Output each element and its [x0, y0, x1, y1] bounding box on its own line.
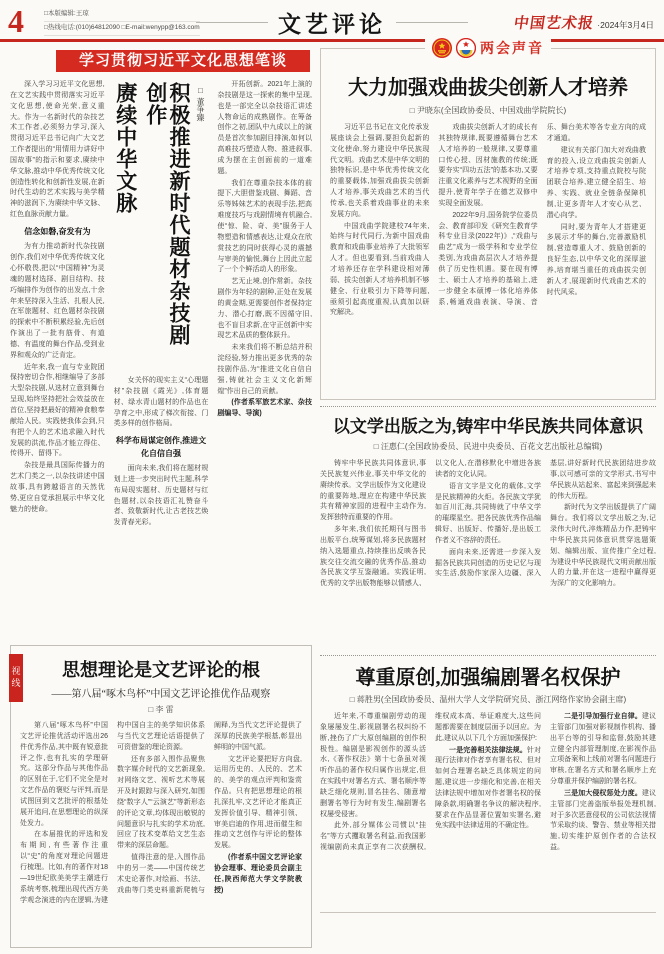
- dotted-divider: [320, 655, 656, 656]
- column-tab: 视线: [9, 654, 23, 702]
- body-paragraph: (作者系中国文艺评论家协会理事、理论委员会副主任,陕西师范大学文学院教授): [214, 854, 302, 894]
- literature-article: [320, 412, 656, 649]
- body-paragraph: 近年来,不尊重编剧劳动的现象屡屡发生,影视剧署名权纠纷不断,挫伤了广大原创编剧的创作积极性。编剧是影视创作的源头活水,《著作权法》第十七条虽对视听作品的著作权归属作出规定,但在实践中对署名方式、署名顺序等缺乏细化规则,冒名挂名、随意增删署名等行为时有发生,编剧署名权屡受侵害。: [320, 713, 426, 818]
- badge-label: 两会声音: [480, 42, 544, 57]
- body-paragraph: 戏曲拔尖创新人才的成长有其独特规律,既要遵循舞台艺术人才培养的一般规律,又要尊重口传心授、因材施教的传统;既要夯实“四功五法”的基本功,又要注重文化素养与艺术视野的全面提升,使青年学子在德艺双修中实现全面发展。: [438, 124, 538, 207]
- review-article-body: [20, 721, 302, 933]
- body-paragraph: (作者系军旅艺术家、杂技剧编导、导演): [217, 399, 312, 418]
- body-paragraph: 同时,要为青年人才搭建更多展示才华的舞台,完善激励机制,营造尊重人才、鼓励创新的良好生态,以中华文化的深厚滋养,培育堪当重任的戏曲拔尖创新人才,展现新时代戏曲艺术的时代风采。: [546, 223, 646, 296]
- cppcc-emblem-icon: [456, 38, 476, 58]
- literature-article-byline: □ 汪惠仁(全国政协委员、民进中央委员、百花文艺出版社总编辑): [373, 442, 603, 451]
- body-paragraph: 未来我们将不断总结并积淀经验,努力推出更多优秀的杂技剧作品,为“推进文化自信自强,铸就社会主义文化新辉煌”作出自己的贡献。: [217, 344, 312, 395]
- literature-article-body: [320, 459, 656, 649]
- page-header: [0, 0, 664, 42]
- masthead: [514, 12, 654, 33]
- opera-article-box: [320, 42, 656, 400]
- body-paragraph: 新时代为文学出版提供了广阔舞台。我们将以文学出版之为,记录伟大时代,淬炼精品力作,把铸牢中华民族共同体意识贯穿选题策划、编辑出版、宣传推广全过程,为建设中华民族现代文明贡献出版人的力量,并在这一进程中赢得更为深广的文化影响力。: [550, 504, 656, 588]
- body-paragraph: 还有多部入围作品聚焦数字媒介时代的文艺新现象,对网络文艺、视听艺术等展开及时跟踪与深入研究,如围绕“数字人”“云演艺”等新形态的评论文章,均体现出敏锐的问题意识与扎实的学术功底,回应了技术变革给文艺生态带来的深层命题。: [117, 755, 205, 850]
- acrobatics-article-column-2: [114, 80, 209, 640]
- literature-article-title: 以文学出版之为,铸牢中华民族共同体意识: [332, 417, 644, 436]
- right-column: [320, 42, 656, 913]
- body-paragraph: 面向未来,我们将在题材规划上进一步突出时代主题,科学布局现实题材、历史题材与红色题材,以杂技语汇礼赞奋斗者、致敬新时代,让古老技艺焕发青春光彩。: [113, 465, 209, 527]
- body-paragraph: 2022年9月,国务院学位委员会、教育部印发《研究生教育学科专业目录(2022年)》,“戏曲与曲艺”成为一级学科和专业学位类别,为戏曲高层次人才培养提供了历史性机遇。要在现有博士、硕士人才培养的基础上,进一步健全本硕博一体化培养体系,畅通戏曲表演、导演、音乐、舞台美术等各专业方向的成才通道。: [438, 124, 646, 306]
- acrobatics-article-column-3: [217, 80, 312, 640]
- acrobatics-article-column-1: [10, 80, 105, 640]
- left-column: [10, 48, 312, 640]
- body-paragraph: 多年来,我们依托期刊与图书出版平台,统筹谋划,将多民族题材纳入选题重点,持续推出反映各民族交往交流交融的优秀作品,推动各民族文学互鉴融通。实践证明,优秀的文学出版物能够以情感人、以文化人,在潜移默化中增进各族读者的文化认同。: [320, 460, 541, 588]
- body-paragraph: 值得注意的是,入围作品中的另一类——中国传统艺术史论著作,对绘画、书法、戏曲等门类史料重新爬梳与阐释,为当代文艺评论提供了深厚的民族美学根基,彰显出鲜明的中国气派。: [117, 722, 302, 894]
- decorative-line: [196, 22, 268, 23]
- body-paragraph: 第八届“啄木鸟杯”中国文艺评论推优活动评选出26件优秀作品,其中既有锐意批评之作,也有扎实的学理研究。这部分作品与其他作品的区别在于,它们不完全是对文艺作品的褒贬与评判,而是试图回到文艺批评的根基处展开追问,在思想理论的纵深处发力。: [20, 722, 108, 827]
- body-paragraph: 三是加大侵权惩处力度。建议主管部门完善盗版举报处理机制,对于多次恶意侵权的公司依法视情节采取约谈、警告、禁业等相关措施,切实维护原创作者的合法权益。: [550, 789, 656, 852]
- issue-date: ·2024年3月4日: [597, 20, 654, 30]
- vertical-headline-sub: 赓续中华文脉: [113, 82, 138, 214]
- review-article-author: □ 李 雷: [148, 705, 174, 714]
- screenwriter-article-byline: □ 蒋胜男(全国政协委员、温州大学人文学院研究员、浙江网络作家协会副主席): [349, 695, 627, 704]
- dotted-divider: [320, 406, 656, 407]
- decorative-line: [396, 22, 468, 23]
- body-paragraph: 语言文字是文化的载体,文学是民族精神的火炬。各民族文学犹如百川汇海,共同铸就了中华文学的璀璨星空。把各民族优秀作品编辑好、出版好、传播好,是出版工作者义不容辞的责任。: [435, 482, 541, 544]
- body-paragraph: 此外,部分媒体公司惯以“挂名”等方式攫取署名利益,而我国影视编剧尚未真正享有二次获酬权,维权成本高、举证难度大,这些问题都需要在制度层面予以回应。为此,建议从以下几个方面加强保护:: [320, 713, 541, 852]
- opera-article-title: 大力加强戏曲拔尖创新人才培养: [348, 77, 628, 99]
- page-number: 4: [8, 3, 24, 39]
- body-paragraph: 开拓创新。2021年上演的杂技剧是这一探索的集中呈现,也是一部完全以杂技语汇讲述人物命运的成熟剧作。在筹备创作之初,团队中九成以上的演员是首次参加剧目排演,如何以高难技巧塑造人物、推进叙事,成为摆在主创面前的一道难题。: [217, 81, 312, 175]
- screenwriter-article-body: [320, 712, 656, 908]
- body-paragraph: 为有力推动新时代杂技剧创作,我们对中华优秀传统文化心怀敬畏,把以“中国精神”为灵魂的题材选择、剧目结构、技巧编排作为创作的出发点,十余年来坚持深入生活、扎根人民,在军旅题材、红色题材杂技剧的探索中不断积累经验,先后创作演出了一批有筋骨、有道德、有温度的舞台作品,受到业界和观众的广泛肯定。: [10, 243, 105, 359]
- screenwriter-article: [320, 661, 656, 913]
- body-paragraph: 艺无止境,创作常新。杂技剧作为年轻的剧种,正处在发展的黄金期,更需要创作者保持定力、潜心打磨,既不因循守旧,也不盲目求新,在守正创新中实现艺术品质的整体跃升。: [217, 278, 312, 340]
- opera-article-byline: □ 尹晓东(全国政协委员、中国戏曲学院院长): [409, 106, 567, 115]
- body-paragraph: 建议有关部门加大对戏曲教育的投入,设立戏曲拔尖创新人才培养专项,支持重点院校与院团联合培养,建立健全招生、培养、实践、就业全链条保障机制,让更多青年人才安心从艺、潜心向学。: [546, 146, 646, 219]
- two-sessions-badge: [425, 38, 551, 58]
- section-header: [196, 6, 468, 39]
- body-paragraph: 中国戏曲学院建校74年来,始终与时代同行,为新中国戏曲教育和戏曲事业培养了大批领军人才。但也要看到,当前戏曲人才培养还存在学科建设相对薄弱、拔尖创新人才培养机制不够健全、行业吸引力下降等问题,亟须引起高度重视,认真加以研究解决。: [330, 222, 430, 317]
- acrobatics-article: [10, 80, 312, 640]
- newspaper-logo: 中国艺术报: [512, 16, 596, 32]
- editor-line: □本版编辑:王琼: [44, 8, 200, 22]
- body-paragraph: 我们在尊重杂技本体的前提下,大胆借鉴戏剧、舞蹈、音乐等姊妹艺术的表现手法,把高难度技巧与戏剧情境有机融合,使“惊、险、奇、美”服务于人物塑造和情感表达,让观众在欣赏技艺的同时获得心灵的震撼与审美的愉悦,舞台上因此立起了一个个鲜活动人的形象。: [217, 179, 312, 274]
- body-paragraph: 杂技是最具国际传播力的艺术门类之一,以杂技讲述中国故事,具有跨越语言的天然优势,更应自觉承担展示中华文化魅力的使命。: [10, 462, 105, 513]
- body-paragraph: 一是完善相关法律法规。针对现行法律对作者享有署名权、但对如何合理署名缺乏具体规定的问题,建议进一步细化和完善,在相关法律法规中增加对作者署名权的保障条款,明确署名争议的解决程序,要求在作品显著位置如实署名,避免实践中法律适用的不确定性。: [435, 746, 542, 830]
- review-article-box: [10, 645, 312, 948]
- body-paragraph: 习近平总书记在文化传承发展座谈会上强调,要担负起新的文化使命,努力建设中华民族现代文明。戏曲艺术是中华文明的独特标识,是中华优秀传统文化的重要载体,加强戏曲拔尖创新人才培养,事关戏曲艺术的当代传承,也关系着戏曲事业的未来发展方向。: [330, 124, 430, 218]
- body-paragraph: 信念如磐,奋发有为: [24, 226, 91, 236]
- national-emblem-icon: [432, 38, 452, 58]
- review-article-subtitle: ——第八届“啄木鸟杯”中国文艺评论推优作品观察: [51, 689, 271, 700]
- contact-line: □热线电话:(010)64812090 □E-mail:wenypp@163.com: [44, 22, 200, 36]
- body-paragraph: 科学布局谋定创作,推进文化自信自强: [115, 436, 207, 458]
- body-paragraph: 面向未来,还需进一步深入发掘各民族共同创造的历史记忆与现实生活,鼓励作家深入边疆、深入基层,讲好新时代民族团结进步故事,以可感可亲的文学形式,书写中华民族从站起来、富起来到强起来的伟大历程。: [435, 460, 656, 578]
- screenwriter-article-title: 尊重原创,加强编剧署名权保护: [355, 667, 621, 689]
- vertical-headline-main: 积极推进新时代题材杂技剧创作: [143, 82, 191, 346]
- series-banner: 学习贯彻习近平文化思想笔谈: [56, 50, 310, 72]
- section-title: 文艺评论: [278, 12, 386, 37]
- review-article-title: 思想理论是文艺评论的根: [62, 660, 260, 680]
- body-paragraph: 铸牢中华民族共同体意识,事关民族复兴伟业,事关中华文化的赓续传承。文学出版作为文化建设的重要阵地,理应在构建中华民族共有精神家园的进程中主动作为,发挥独特而重要的作用。: [320, 460, 426, 522]
- body-paragraph: 近年来,我一直与专业院团保持密切合作,相继编导了多部大型杂技剧,从选材立意到舞台呈现,始终坚持把社会效益放在首位,坚持把最好的精神食粮奉献给人民。实践使我体会到,只有把个人的艺术追求融入时代发展的洪流,作品才能立得住、传得开、留得下。: [10, 363, 105, 458]
- body-paragraph: 二是引导加强行业自律。建议主管部门加强对影视制作机构、播出平台等的引导和监督,鼓励其建立健全内部管理制度,在影视作品立项备案和上线前对署名问题进行审核,在署名方式和署名顺序上充分尊重并保护编剧的署名权。: [550, 713, 656, 786]
- opera-article-body: [330, 123, 646, 375]
- body-paragraph: 女关怀的现实主义“心理题材”杂技剧《霞光》,体育题材、绿水青山题材的作品也在孕育之中,形成了梯次衔接、门类多样的创作格局。: [113, 377, 209, 428]
- header-meta: [44, 8, 200, 36]
- body-paragraph: 文艺评论要把好方向盘,运用历史的、人民的、艺术的、美学的观点评判和鉴赏作品。只有把思想理论的根扎深扎牢,文艺评论才能真正发挥价值引导、精神引领、审美启迪的作用,进而催生和推动文艺创作与评论的整体发展。: [214, 755, 302, 850]
- body-paragraph: 深入学习习近平文化思想,在文艺实践中贯彻落实习近平文化思想,使命光荣,意义重大。作为一名新时代的杂技艺术工作者,必须努力学习,深入贯彻习近平总书记向广大文艺工作者提出的“用情用力讲好中国故事”的指示和要求,赓续中华文脉,推动中华优秀传统文化创造性转化和创新性发展,在新时代生动的艺术实践与美学精神的滋润下,为赓续中华文脉、红色血脉贡献力量。: [10, 81, 105, 219]
- article-author: □ 董争臻: [195, 86, 205, 122]
- acrobatics-article-column-2-text: [114, 376, 209, 529]
- body-paragraph: 在本届推优的评选和发布期间,有些著作注重以“史”的角度对理论问题进行梳理。比如,有的著作对18—19世纪欧美美学主潮进行系统考察,梳理出现代西方美学观念演进的内在逻辑,为建构中国自主的美学知识体系与当代文艺理论话语提供了可资借鉴的理论资源。: [20, 722, 205, 904]
- vertical-headline: [114, 80, 206, 366]
